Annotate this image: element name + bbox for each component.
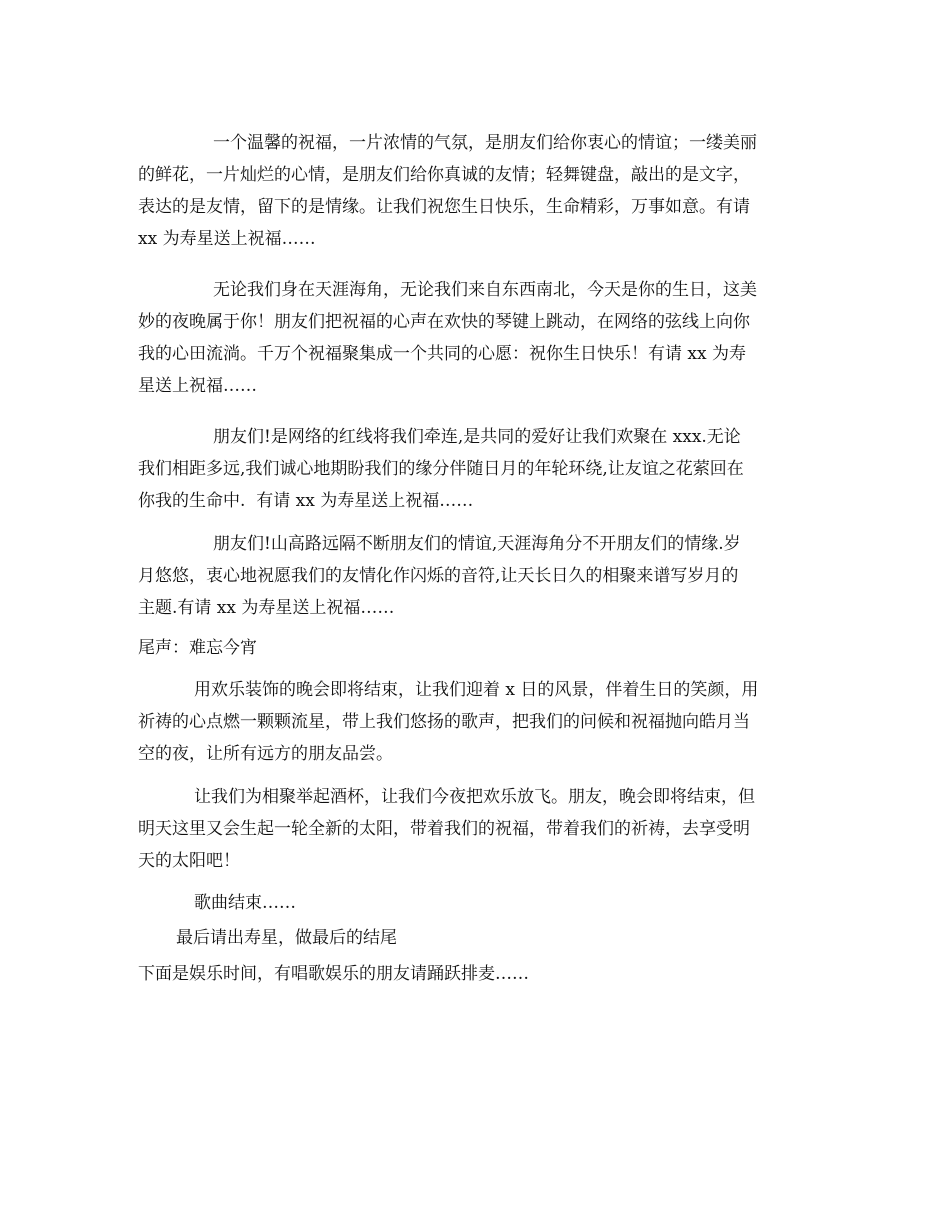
text-line: 主题.有请 xx 为寿星送上祝福…… [138,598,395,618]
text-line: 无论我们身在天涯海角，无论我们来自东西南北，今天是你的生日，这美 [213,280,757,300]
text-line: 一个温馨的祝福，一片浓情的气氛，是朋友们给你衷心的情谊；一缕美丽 [213,133,757,153]
text-line: 让我们为相聚举起酒杯，让我们今夜把欢乐放飞。朋友，晚会即将结束，但 [194,787,755,807]
text-line: 祈祷的心点燃一颗颗流星，带上我们悠扬的歌声，把我们的问候和祝福抛向皓月当 [138,712,750,732]
text-line: 的鲜花，一片灿烂的心情，是朋友们给你真诚的友情；轻舞键盘，敲出的是文字， [138,165,750,185]
text-line: 天的太阳吧！ [138,851,240,871]
text-line: 朋友们!山高路远隔不断朋友们的情谊,天涯海角分不开朋友们的情缘.岁 [213,534,741,554]
text-line: 最后请出寿星，做最后的结尾 [176,928,397,948]
text-line: 我们相距多远,我们诚心地期盼我们的缘分伴随日月的年轮环绕,让友谊之花萦回在 [138,459,744,479]
text-line: xx 为寿星送上祝福…… [138,229,316,249]
text-line: 朋友们!是网络的红线将我们牵连,是共同的爱好让我们欢聚在 xxx.无论 [213,427,741,447]
section-heading: 尾声：难忘今宵 [138,638,257,658]
text-line: 月悠悠，衷心地祝愿我们的友情化作闪烁的音符,让天长日久的相聚来谱写岁月的 [138,566,739,586]
text-line: 下面是娱乐时间，有唱歌娱乐的朋友请踊跃排麦…… [138,964,529,984]
text-line: 我的心田流淌。千万个祝福聚集成一个共同的心愿：祝你生日快乐！有请 xx 为寿 [138,344,746,364]
text-line: 表达的是友情，留下的是情缘。让我们祝您生日快乐，生命精彩，万事如意。有请 [138,197,750,217]
text-line: 歌曲结束…… [194,893,296,913]
text-line: 星送上祝福…… [138,376,257,396]
text-line: 妙的夜晚属于你！朋友们把祝福的心声在欢快的琴键上跳动，在网络的弦线上向你 [138,312,750,332]
text-line: 空的夜，让所有远方的朋友品尝。 [138,744,393,764]
text-line: 明天这里又会生起一轮全新的太阳，带着我们的祝福，带着我们的祈祷，去享受明 [138,819,750,839]
text-line: 你我的生命中. 有请 xx 为寿星送上祝福…… [138,491,474,511]
text-line: 用欢乐装饰的晚会即将结束，让我们迎着 x 日的风景，伴着生日的笑颜，用 [194,680,759,700]
